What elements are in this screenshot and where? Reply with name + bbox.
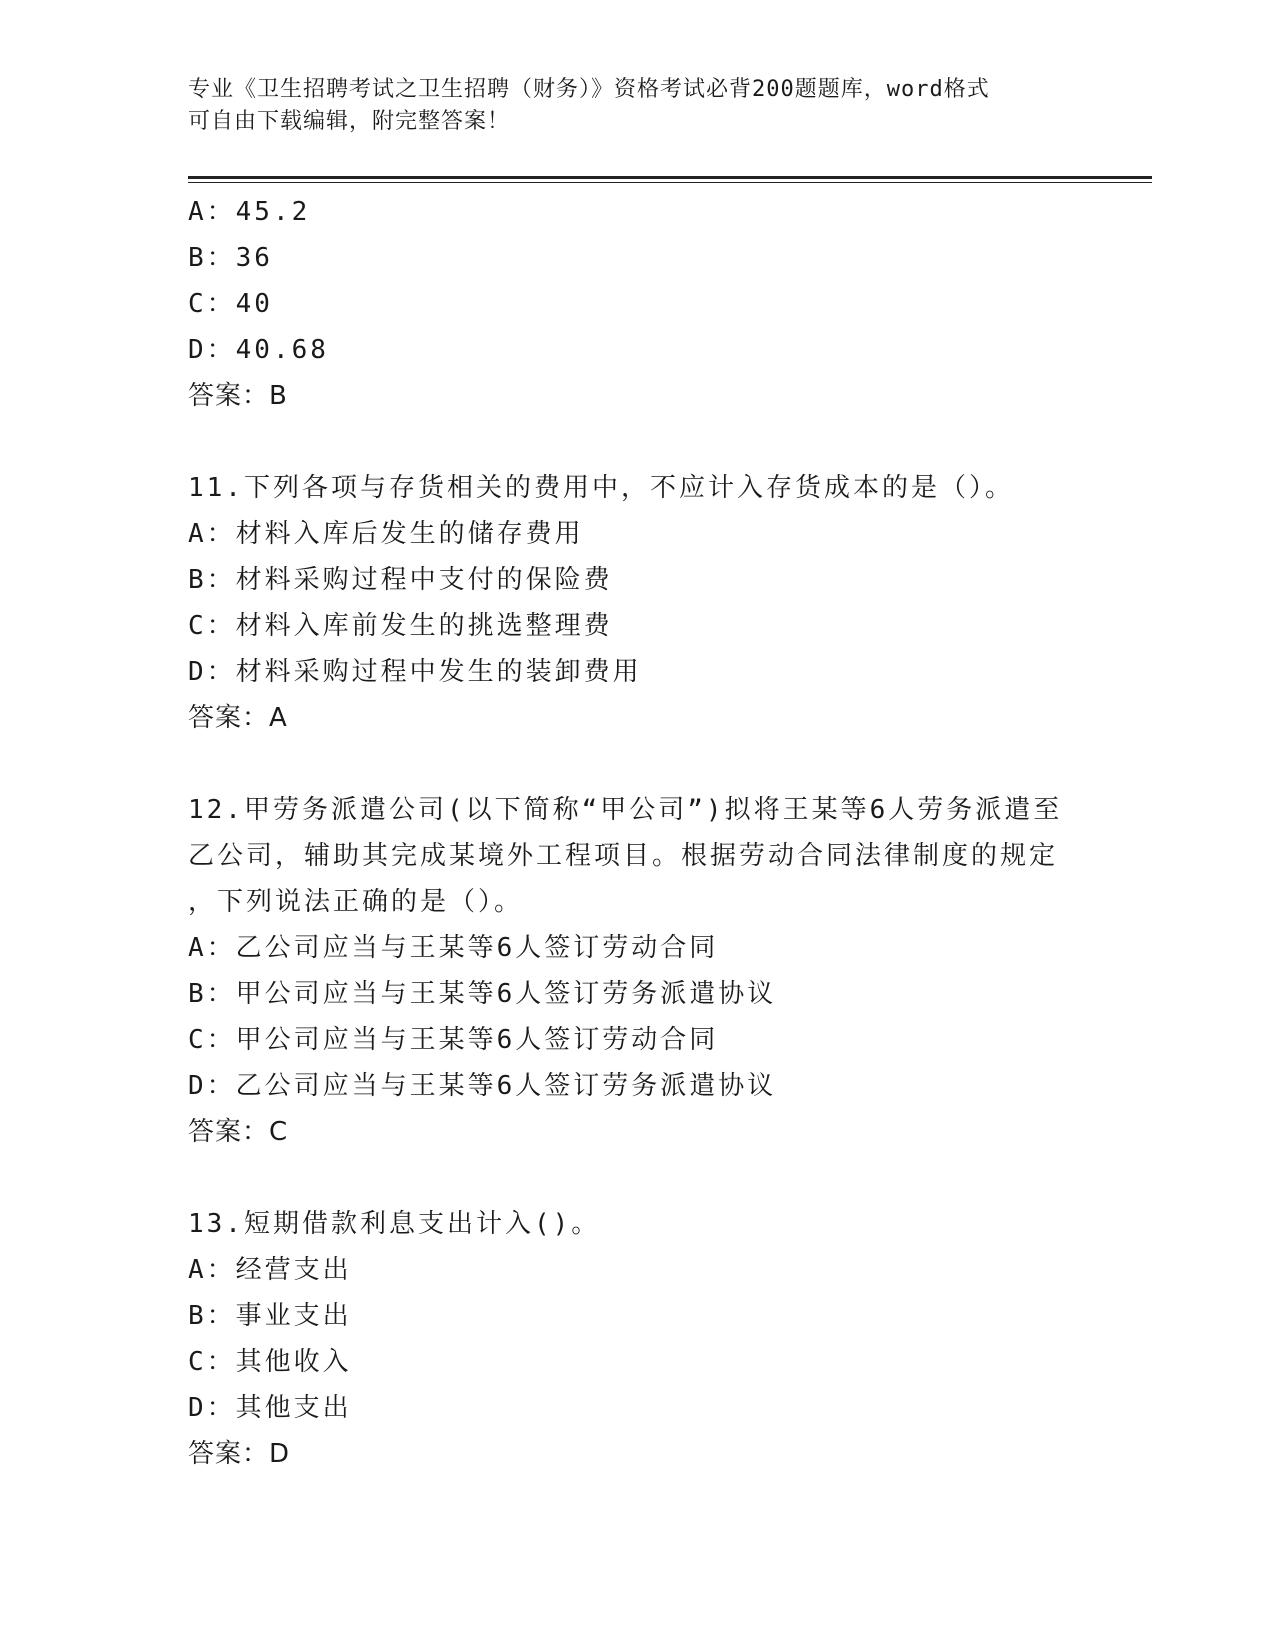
option-a: A：45.2 <box>188 197 311 227</box>
option-a: A：经营支出 <box>188 1255 352 1285</box>
question-stem: 11.下列各项与存货相关的费用中，不应计入存货成本的是（）。 <box>188 473 1014 503</box>
option-c: C：材料入库前发生的挑选整理费 <box>188 611 613 641</box>
answer: 答案：B <box>188 381 288 411</box>
question-stem-line-3: ，下列说法正确的是（）。 <box>188 887 524 917</box>
option-c: C：40 <box>188 289 273 319</box>
option-d: D：材料采购过程中发生的装卸费用 <box>188 657 642 687</box>
question-11 <box>188 465 1088 741</box>
question-10 <box>188 189 1088 419</box>
option-b: B：事业支出 <box>188 1301 352 1331</box>
question-list <box>188 189 1088 1523</box>
option-b: B：36 <box>188 243 273 273</box>
option-c: C：甲公司应当与王某等6人签订劳动合同 <box>188 1025 719 1055</box>
option-a: A：乙公司应当与王某等6人签订劳动合同 <box>188 933 719 963</box>
header-divider-thick <box>188 176 1152 179</box>
option-d: D：40.68 <box>188 335 329 365</box>
question-stem <box>188 787 1088 925</box>
option-d: D：其他支出 <box>188 1393 352 1423</box>
header-divider-thin <box>188 182 1152 183</box>
question-stem-line-1: 12.甲劳务派遣公司(以下简称“甲公司”)拟将王某等6人劳务派遣至 <box>188 795 1063 825</box>
answer: 答案：C <box>188 1117 289 1147</box>
option-d: D：乙公司应当与王某等6人签订劳务派遣协议 <box>188 1071 777 1101</box>
question-12 <box>188 787 1088 1155</box>
answer: 答案：A <box>188 703 288 733</box>
option-b: B：甲公司应当与王某等6人签订劳务派遣协议 <box>188 979 777 1009</box>
document-header <box>188 74 1068 138</box>
question-stem-line-2: 乙公司，辅助其完成某境外工程项目。根据劳动合同法律制度的规定 <box>188 841 1059 871</box>
question-13 <box>188 1201 1088 1477</box>
answer: 答案：D <box>188 1439 291 1469</box>
question-stem: 13.短期借款利息支出计入()。 <box>188 1209 601 1239</box>
header-title-line-2: 可自由下载编辑，附完整答案！ <box>188 109 511 134</box>
option-a: A：材料入库后发生的储存费用 <box>188 519 584 549</box>
option-b: B：材料采购过程中支付的保险费 <box>188 565 613 595</box>
option-c: C：其他收入 <box>188 1347 352 1377</box>
header-title-line-1: 专业《卫生招聘考试之卫生招聘（财务）》资格考试必背200题题库，word格式 <box>188 77 990 102</box>
